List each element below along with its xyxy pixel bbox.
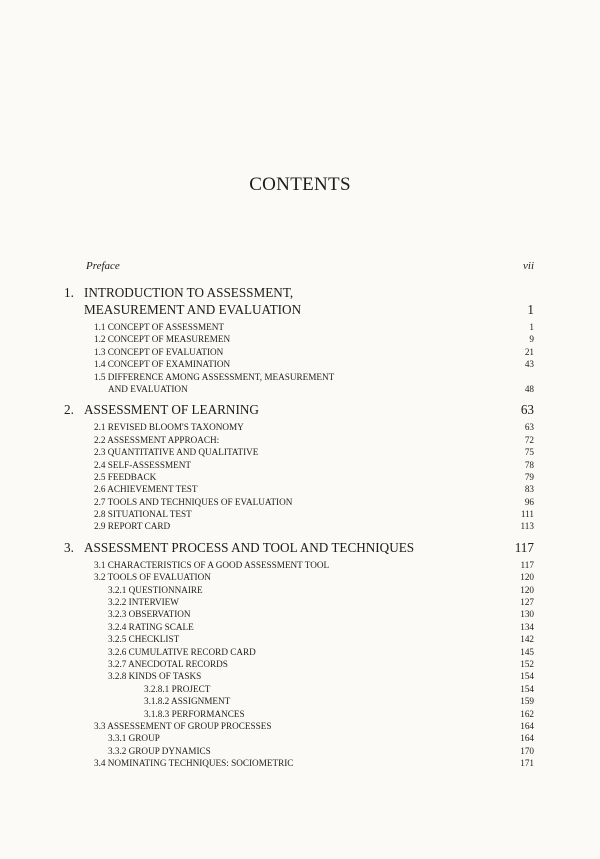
toc-entry: 3.2.1 QUESTIONNAIRE 120 bbox=[108, 584, 534, 595]
toc-entry: 1.2 CONCEPT OF MEASUREMEN 9 bbox=[94, 334, 534, 345]
chapter-3-heading bbox=[64, 539, 534, 556]
toc-entry: 3.2.4 RATING SCALE 134 bbox=[108, 621, 534, 632]
toc-entry: 3.4 NOMINATING TECHNIQUES: SOCIOMETRIC 171 bbox=[94, 758, 534, 769]
toc-entry: 3.2 TOOLS OF EVALUATION 120 bbox=[94, 572, 534, 583]
toc-entry: 1.3 CONCEPT OF EVALUATION 21 bbox=[94, 346, 534, 357]
toc-entry: 2.2 ASSESSMENT APPROACH: 72 bbox=[94, 434, 534, 445]
toc-entry: 3.2.5 CHECKLIST 142 bbox=[108, 634, 534, 645]
toc-entry: 1.1 CONCEPT OF ASSESSMENT 1 bbox=[94, 322, 534, 332]
toc-entry: 3.2.2 INTERVIEW 127 bbox=[108, 597, 534, 608]
toc-entry: 3.1.8.3 PERFORMANCES 162 bbox=[144, 708, 534, 719]
chapter-1-heading-cont bbox=[64, 301, 534, 318]
chapter-title: INTRODUCTION TO ASSESSMENT, bbox=[84, 285, 294, 300]
toc-entry: 3.3.1 GROUP 164 bbox=[108, 733, 534, 744]
toc-entry: 3.1.8.2 ASSIGNMENT 159 bbox=[144, 696, 534, 707]
toc-entry: 3.2.6 CUMULATIVE RECORD CARD 145 bbox=[108, 646, 534, 657]
toc-entry: 2.7 TOOLS AND TECHNIQUES OF EVALUATION 96 bbox=[94, 496, 534, 507]
preface-label: Preface bbox=[86, 260, 120, 272]
chapter-title: ASSESSMENT OF LEARNING bbox=[84, 402, 259, 418]
chapter-page: 117 bbox=[514, 539, 534, 555]
chapter-title: MEASUREMENT AND EVALUATION bbox=[84, 302, 302, 317]
chapter-1-heading bbox=[64, 284, 534, 301]
toc-entry: 3.2.8 KINDS OF TASKS 154 bbox=[108, 671, 534, 682]
toc-entry: 2.3 QUANTITATIVE AND QUALITATIVE 75 bbox=[94, 447, 534, 458]
toc-entry: 3.2.7 ANECDOTAL RECORDS 152 bbox=[108, 658, 534, 669]
toc-entry: 2.4 SELF-ASSESSMENT 78 bbox=[94, 459, 534, 470]
toc-entry: 2.9 REPORT CARD 113 bbox=[94, 521, 534, 532]
toc-entry: 3.3 ASSESSEMENT OF GROUP PROCESSES 164 bbox=[94, 720, 534, 731]
toc-entry: 2.8 SITUATIONAL TEST 111 bbox=[94, 509, 534, 520]
preface-page: vii bbox=[523, 260, 534, 272]
toc-entry: 2.1 REVISED BLOOM'S TAXONOMY 63 bbox=[94, 422, 534, 433]
table-of-contents bbox=[64, 256, 534, 770]
toc-entry: 2.6 ACHIEVEMENT TEST 83 bbox=[94, 484, 534, 495]
chapter-page: 1 bbox=[527, 302, 534, 317]
toc-entry: 3.3.2 GROUP DYNAMICS 170 bbox=[108, 745, 534, 756]
toc-entry: 2.5 FEEDBACK 79 bbox=[94, 471, 534, 482]
chapter-2-heading bbox=[64, 401, 534, 418]
chapter-number: 3. bbox=[64, 539, 74, 555]
chapter-number: 1. bbox=[64, 285, 74, 300]
toc-entry: 3.2.3 OBSERVATION 130 bbox=[108, 609, 534, 620]
toc-entry: 3.1 CHARACTERISTICS OF A GOOD ASSESSMENT TOOL 117 bbox=[94, 559, 534, 570]
toc-entry: 1.4 CONCEPT OF EXAMINATION 43 bbox=[94, 359, 534, 370]
chapter-page: 63 bbox=[520, 402, 534, 418]
toc-preface bbox=[64, 256, 534, 276]
chapter-number: 2. bbox=[64, 402, 74, 418]
toc-entry: AND EVALUATION 48 bbox=[108, 383, 534, 394]
page-title: CONTENTS bbox=[249, 174, 351, 195]
toc-entry: 1.5 DIFFERENCE AMONG ASSESSMENT, MEASUREMENT bbox=[94, 371, 335, 382]
chapter-title: ASSESSMENT PROCESS AND TOOL AND TECHNIQUES bbox=[84, 539, 415, 555]
toc-entry: 3.2.8.1 PROJECT 154 bbox=[144, 683, 534, 694]
